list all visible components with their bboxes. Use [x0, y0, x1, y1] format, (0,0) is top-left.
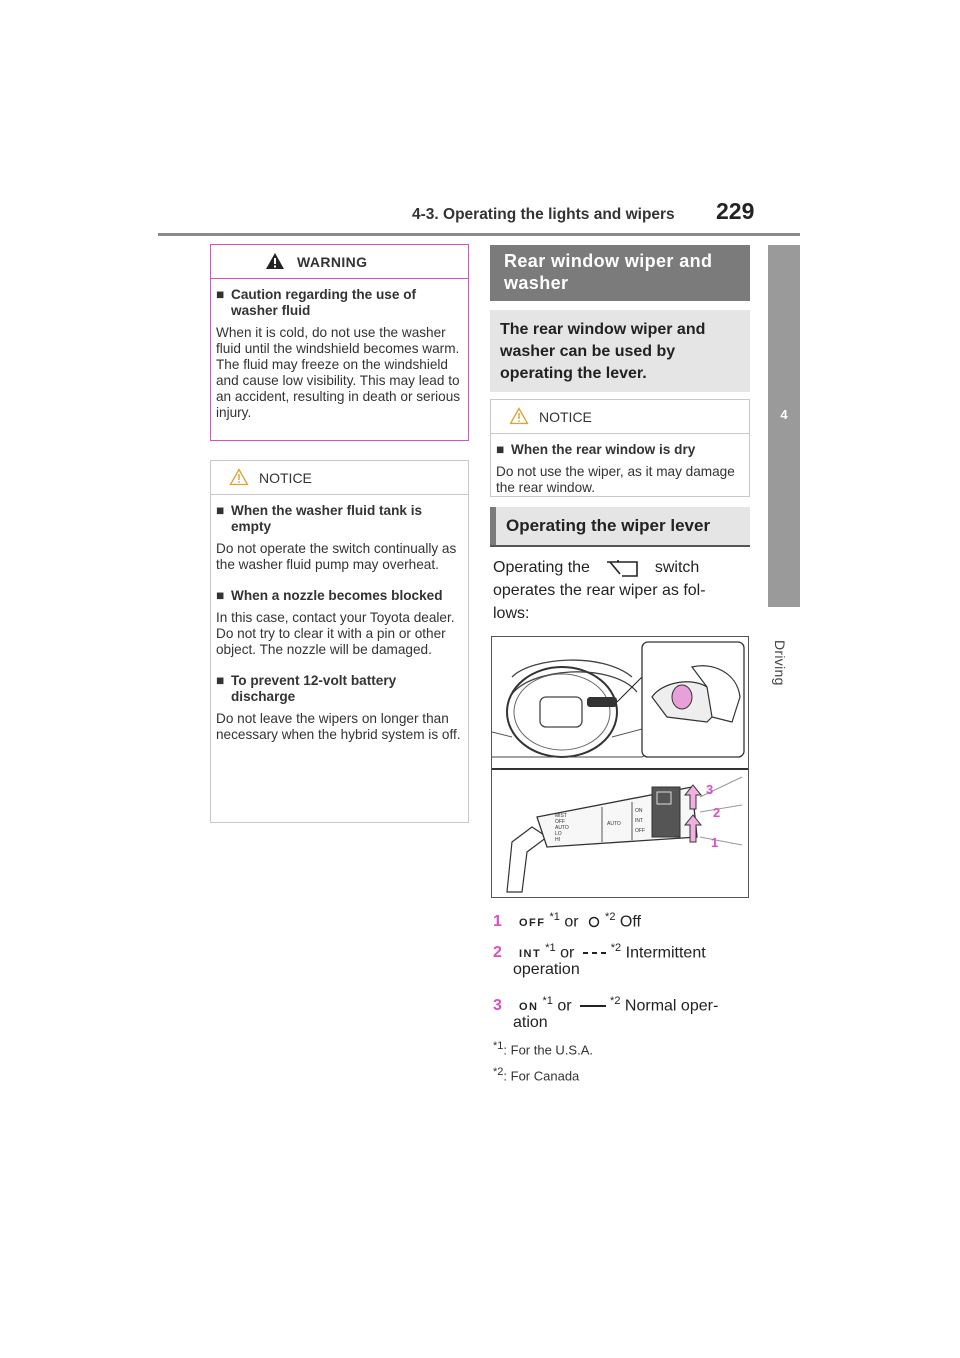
notice-text-tank-empty: Do not operate the switch continually as the washer fluid pump may overheat.	[216, 541, 457, 572]
operating-text: Operating the switch	[493, 559, 700, 576]
on-label: ON	[519, 1001, 539, 1014]
chapter-tab-label: Driving	[772, 640, 788, 686]
lever-label-mist: MIST	[555, 813, 567, 819]
intermittent-dashes-icon	[583, 950, 607, 956]
caution-triangle-icon	[509, 407, 529, 425]
notice-title-bar	[491, 400, 749, 434]
callout-1: 1	[711, 835, 719, 850]
wiper-lever-illustration	[492, 637, 748, 897]
notice-title: NOTICE	[539, 409, 592, 425]
warning-text: When it is cold, do not use the washer fluid until the windshield becomes warm. The fluid may freeze on the windshield and cause low visibility. This may lead to an accident, resulting in death or serious injury.	[216, 325, 461, 420]
callout-3: 3	[706, 782, 714, 797]
warning-box	[210, 244, 469, 441]
footnote: $^{*1}$: For the U.S.A.	[493, 1040, 593, 1058]
normal-line-icon	[580, 1003, 606, 1009]
lever-label-on: ON	[635, 808, 643, 814]
off-circle-icon	[587, 915, 601, 929]
notice-subheading-dry: ■ When the rear window is dry	[496, 442, 696, 457]
lever-label-off: OFF	[555, 819, 565, 825]
notice-title: NOTICE	[259, 470, 312, 486]
lever-label-auto: AUTO	[555, 825, 569, 831]
notice-subheading-battery: ■ To prevent 12-volt battery discharge	[216, 673, 397, 704]
int-label: INT	[519, 948, 542, 961]
list-item: 3 ON$^{*1}$ or $^{*2}$ Normal oper-	[493, 990, 753, 1018]
wiper-lever-figure	[491, 636, 749, 898]
chapter-tab-number: 4	[780, 407, 788, 422]
lever-label-auto-2: AUTO	[607, 821, 621, 827]
notice-text-battery: Do not leave the wipers on longer than necessary when the hybrid system is off.	[216, 711, 461, 742]
operating-text-line3: lows:	[493, 605, 530, 622]
bullet-square-icon: ■	[216, 503, 225, 518]
list-item-continuation: ation	[513, 1014, 548, 1031]
page-number: 229	[716, 198, 755, 224]
warning-subheading: ■ Caution regarding the use of washer fluid	[216, 287, 417, 318]
bullet-square-icon: ■	[216, 673, 225, 688]
section-heading: Rear window wiper and washer	[490, 245, 750, 301]
warning-title: WARNING	[297, 254, 368, 270]
subsection-rule	[490, 545, 750, 547]
chapter-tab	[768, 245, 800, 607]
list-item: 2 INT$^{*1}$ or $^{*2}$ Intermittent	[493, 937, 753, 965]
list-item: 1 OFF$^{*1}$ or $^{*2}$ Off	[493, 906, 753, 934]
notice-subheading-tank-empty: ■ When the washer fluid tank is empty	[216, 503, 423, 534]
operating-text-line2: operates the rear wiper as fol-	[493, 582, 706, 599]
rear-wiper-icon	[604, 558, 640, 578]
list-item-continuation: operation	[513, 961, 580, 978]
off-label: OFF	[519, 917, 546, 930]
footnote: $^{*2}$: For Canada	[493, 1066, 580, 1084]
lever-label-hi: HI	[555, 837, 560, 843]
bullet-square-icon: ■	[216, 287, 225, 302]
callout-2: 2	[713, 805, 721, 820]
notice-box-right	[490, 399, 750, 497]
header-divider	[158, 233, 800, 236]
notice-subheading-nozzle: ■ When a nozzle becomes blocked	[216, 588, 443, 603]
notice-text-nozzle: In this case, contact your Toyota dealer. Do not try to clear it with a pin or other object. The nozzle will be damaged.	[216, 610, 455, 657]
warning-triangle-icon	[265, 252, 285, 270]
lever-label-lo: LO	[555, 831, 562, 837]
subsection-heading: Operating the wiper lever	[490, 507, 750, 545]
chapter-title: 4-3. Operating the lights and wipers	[412, 206, 675, 223]
bullet-square-icon: ■	[496, 442, 505, 457]
section-intro: The rear window wiper and washer can be used by operating the lever.	[490, 310, 750, 392]
warning-title-bar	[211, 245, 468, 279]
notice-box-left	[210, 460, 469, 823]
lever-label-int: INT	[635, 818, 644, 824]
notice-title-bar	[211, 461, 468, 495]
lever-label-off-2: OFF	[635, 828, 645, 834]
notice-text-dry: Do not use the wiper, as it may damage the rear window.	[496, 464, 735, 495]
bullet-square-icon: ■	[216, 588, 225, 603]
caution-triangle-icon	[229, 468, 249, 486]
